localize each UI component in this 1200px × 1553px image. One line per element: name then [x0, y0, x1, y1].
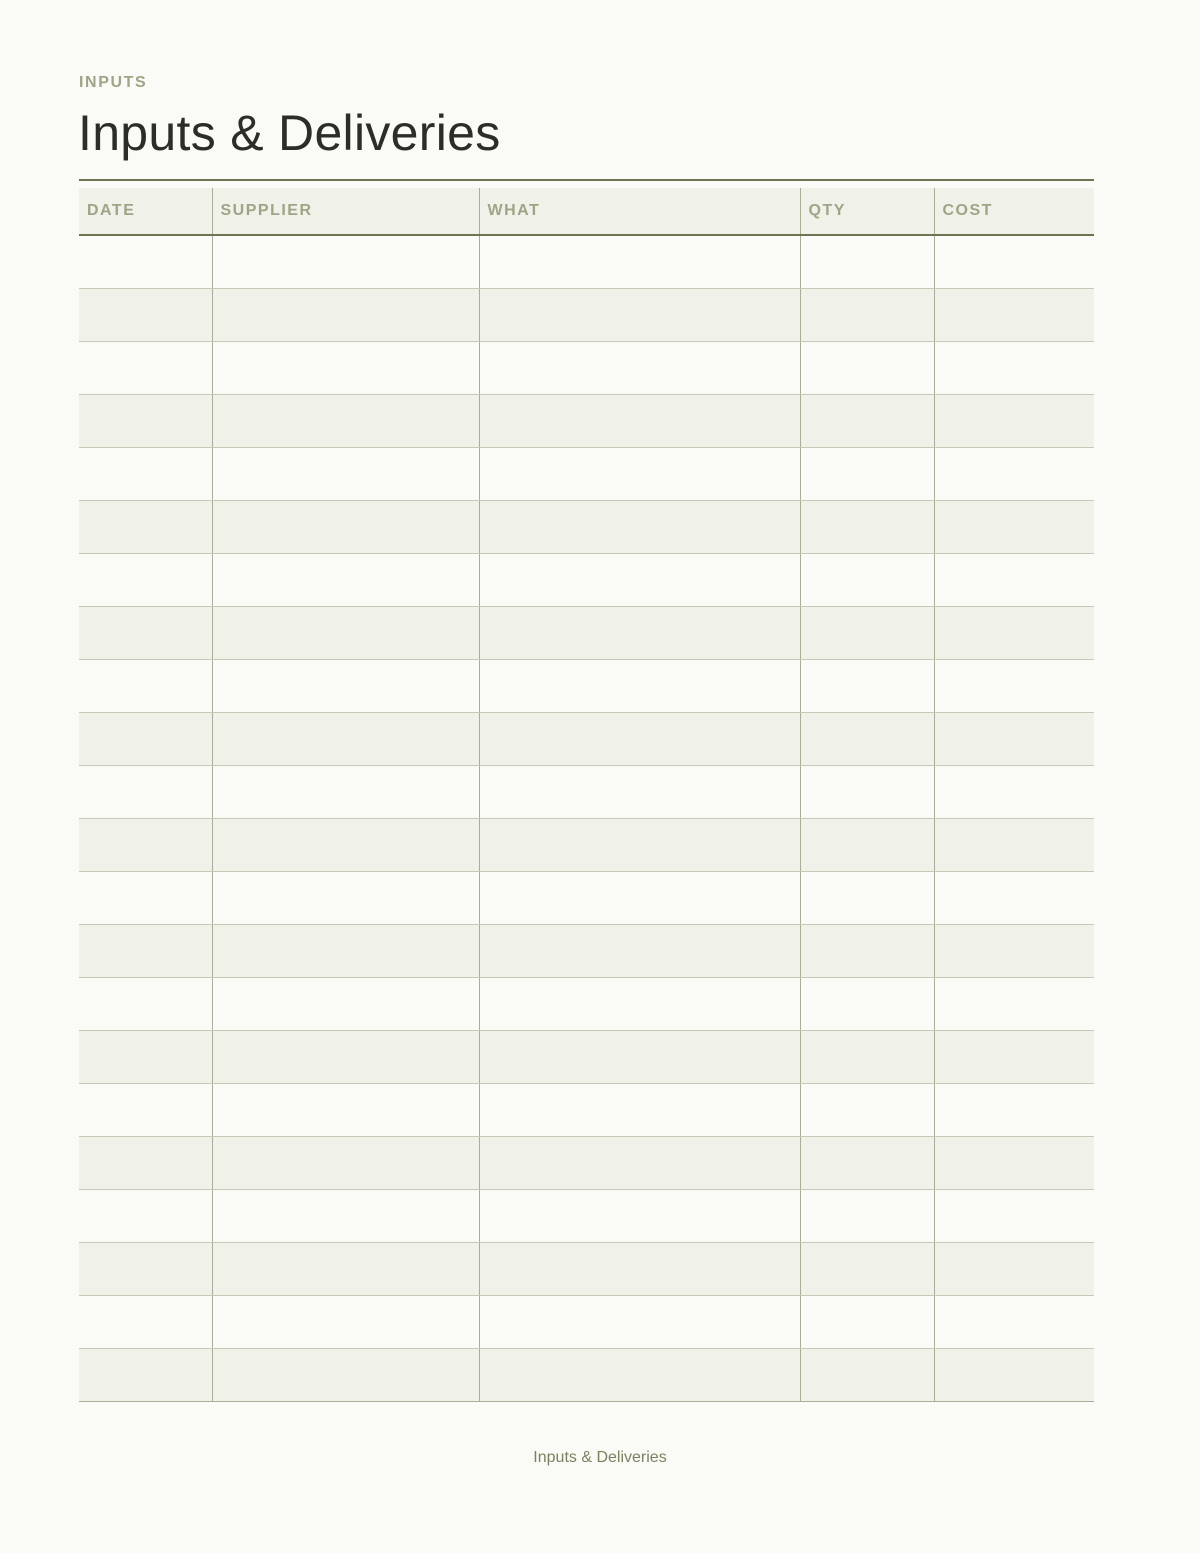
cell-what[interactable]: [479, 1296, 800, 1349]
cell-date[interactable]: [79, 766, 212, 819]
table-row: [79, 1296, 1094, 1349]
column-header-qty: QTY: [800, 188, 934, 235]
cell-supplier[interactable]: [212, 819, 479, 872]
deliveries-table: [79, 188, 1094, 1402]
cell-date[interactable]: [79, 872, 212, 925]
table-row: [79, 607, 1094, 660]
table-row: [79, 978, 1094, 1031]
section-eyebrow: INPUTS: [79, 74, 148, 91]
table-row: [79, 766, 1094, 819]
cell-supplier[interactable]: [212, 607, 479, 660]
cell-date[interactable]: [79, 660, 212, 713]
cell-qty[interactable]: [800, 872, 934, 925]
cell-what[interactable]: [479, 1031, 800, 1084]
cell-supplier[interactable]: [212, 448, 479, 501]
cell-supplier[interactable]: [212, 1084, 479, 1137]
table-row: [79, 1190, 1094, 1243]
table-row: [79, 660, 1094, 713]
cell-supplier[interactable]: [212, 554, 479, 607]
table-row: [79, 1031, 1094, 1084]
table-row: [79, 235, 1094, 289]
cell-what[interactable]: [479, 448, 800, 501]
cell-supplier[interactable]: [212, 1031, 479, 1084]
cell-qty[interactable]: [800, 289, 934, 342]
cell-what[interactable]: [479, 395, 800, 448]
cell-cost[interactable]: [934, 925, 1094, 978]
cell-what[interactable]: [479, 501, 800, 554]
cell-supplier[interactable]: [212, 501, 479, 554]
cell-what[interactable]: [479, 1137, 800, 1190]
page-title: Inputs & Deliveries: [78, 105, 501, 161]
cell-qty[interactable]: [800, 395, 934, 448]
cell-cost[interactable]: [934, 607, 1094, 660]
cell-what[interactable]: [479, 342, 800, 395]
cell-what[interactable]: [479, 660, 800, 713]
cell-what[interactable]: [479, 607, 800, 660]
cell-date[interactable]: [79, 713, 212, 766]
table-row: [79, 554, 1094, 607]
table-row: [79, 395, 1094, 448]
table-row: [79, 1137, 1094, 1190]
cell-qty[interactable]: [800, 1296, 934, 1349]
cell-qty[interactable]: [800, 660, 934, 713]
cell-supplier[interactable]: [212, 342, 479, 395]
cell-qty[interactable]: [800, 766, 934, 819]
table-body: [79, 235, 1094, 1402]
cell-cost[interactable]: [934, 978, 1094, 1031]
table-row: [79, 925, 1094, 978]
title-rule: [79, 179, 1094, 181]
cell-supplier[interactable]: [212, 766, 479, 819]
cell-qty[interactable]: [800, 1243, 934, 1296]
cell-what[interactable]: [479, 1190, 800, 1243]
cell-date[interactable]: [79, 925, 212, 978]
cell-supplier[interactable]: [212, 289, 479, 342]
cell-date[interactable]: [79, 395, 212, 448]
cell-cost[interactable]: [934, 342, 1094, 395]
cell-qty[interactable]: [800, 1190, 934, 1243]
cell-cost[interactable]: [934, 1243, 1094, 1296]
cell-date[interactable]: [79, 607, 212, 660]
column-header-supplier: SUPPLIER: [212, 188, 479, 235]
cell-date[interactable]: [79, 1031, 212, 1084]
cell-cost[interactable]: [934, 395, 1094, 448]
cell-cost[interactable]: [934, 1031, 1094, 1084]
cell-date[interactable]: [79, 554, 212, 607]
cell-qty[interactable]: [800, 448, 934, 501]
table-row: [79, 1084, 1094, 1137]
table-row: [79, 289, 1094, 342]
cell-qty[interactable]: [800, 554, 934, 607]
table-row: [79, 1349, 1094, 1402]
cell-qty[interactable]: [800, 235, 934, 289]
column-header-cost: COST: [934, 188, 1094, 235]
cell-cost[interactable]: [934, 766, 1094, 819]
cell-cost[interactable]: [934, 1137, 1094, 1190]
cell-supplier[interactable]: [212, 395, 479, 448]
cell-cost[interactable]: [934, 554, 1094, 607]
cell-cost[interactable]: [934, 1084, 1094, 1137]
cell-qty[interactable]: [800, 1137, 934, 1190]
cell-qty[interactable]: [800, 607, 934, 660]
cell-what[interactable]: [479, 713, 800, 766]
page-footer: Inputs & Deliveries: [533, 1449, 667, 1466]
table-row: [79, 872, 1094, 925]
cell-supplier[interactable]: [212, 1296, 479, 1349]
table-row: [79, 713, 1094, 766]
cell-what[interactable]: [479, 819, 800, 872]
table-row: [79, 448, 1094, 501]
cell-what[interactable]: [479, 289, 800, 342]
cell-date[interactable]: [79, 978, 212, 1031]
cell-date[interactable]: [79, 289, 212, 342]
cell-qty[interactable]: [800, 1084, 934, 1137]
cell-date[interactable]: [79, 1349, 212, 1402]
column-header-date: DATE: [79, 188, 212, 235]
cell-cost[interactable]: [934, 448, 1094, 501]
cell-supplier[interactable]: [212, 872, 479, 925]
cell-what[interactable]: [479, 978, 800, 1031]
cell-supplier[interactable]: [212, 713, 479, 766]
cell-cost[interactable]: [934, 1296, 1094, 1349]
cell-qty[interactable]: [800, 342, 934, 395]
cell-cost[interactable]: [934, 713, 1094, 766]
cell-qty[interactable]: [800, 713, 934, 766]
cell-what[interactable]: [479, 925, 800, 978]
cell-qty[interactable]: [800, 978, 934, 1031]
table-row: [79, 1243, 1094, 1296]
column-header-what: WHAT: [479, 188, 800, 235]
cell-date[interactable]: [79, 1084, 212, 1137]
cell-supplier[interactable]: [212, 978, 479, 1031]
cell-supplier[interactable]: [212, 660, 479, 713]
cell-supplier[interactable]: [212, 1137, 479, 1190]
cell-supplier[interactable]: [212, 925, 479, 978]
cell-supplier[interactable]: [212, 1243, 479, 1296]
cell-date[interactable]: [79, 1243, 212, 1296]
table-header-row: [79, 188, 1094, 235]
cell-what[interactable]: [479, 1243, 800, 1296]
cell-supplier[interactable]: [212, 1190, 479, 1243]
cell-date[interactable]: [79, 1137, 212, 1190]
cell-date[interactable]: [79, 819, 212, 872]
cell-supplier[interactable]: [212, 235, 479, 289]
cell-cost[interactable]: [934, 819, 1094, 872]
cell-cost[interactable]: [934, 660, 1094, 713]
cell-what[interactable]: [479, 1349, 800, 1402]
cell-cost[interactable]: [934, 235, 1094, 289]
cell-cost[interactable]: [934, 872, 1094, 925]
cell-what[interactable]: [479, 235, 800, 289]
cell-cost[interactable]: [934, 289, 1094, 342]
cell-cost[interactable]: [934, 501, 1094, 554]
table-row: [79, 501, 1094, 554]
table-row: [79, 819, 1094, 872]
cell-what[interactable]: [479, 554, 800, 607]
cell-what[interactable]: [479, 872, 800, 925]
cell-date[interactable]: [79, 1190, 212, 1243]
cell-date[interactable]: [79, 235, 212, 289]
cell-qty[interactable]: [800, 819, 934, 872]
cell-what[interactable]: [479, 1084, 800, 1137]
table-row: [79, 342, 1094, 395]
cell-qty[interactable]: [800, 1031, 934, 1084]
cell-date[interactable]: [79, 448, 212, 501]
cell-qty[interactable]: [800, 925, 934, 978]
cell-date[interactable]: [79, 342, 212, 395]
cell-supplier[interactable]: [212, 1349, 479, 1402]
cell-what[interactable]: [479, 766, 800, 819]
cell-cost[interactable]: [934, 1349, 1094, 1402]
cell-cost[interactable]: [934, 1190, 1094, 1243]
cell-date[interactable]: [79, 1296, 212, 1349]
cell-qty[interactable]: [800, 1349, 934, 1402]
cell-date[interactable]: [79, 501, 212, 554]
cell-qty[interactable]: [800, 501, 934, 554]
